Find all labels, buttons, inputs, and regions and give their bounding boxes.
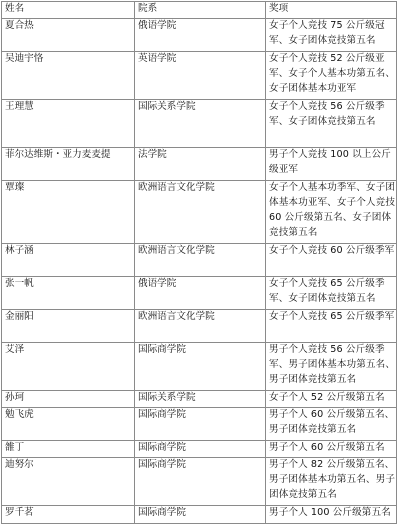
- cell-award: 女子个人竞技 56 公斤级季军、女子团体竞技第五名: [266, 100, 397, 148]
- cell-award: 男子个人竞技 100 以上公斤级亚军: [266, 148, 397, 181]
- cell-award: 女子个人竞技 75 公斤级冠军、女子团体竞技第五名: [266, 19, 397, 52]
- cell-dept: 国际商学院: [135, 408, 266, 441]
- table-row: [2, 148, 397, 181]
- table-row: [2, 277, 397, 310]
- table-row: [2, 100, 397, 148]
- cell-award: 男子个人 82 公斤级第五名、男子团体基本功第五名、男子团体竞技第五名: [266, 458, 397, 506]
- table-row: [2, 181, 397, 244]
- table-row: [2, 244, 397, 277]
- cell-name: 金丽阳: [2, 310, 135, 343]
- cell-name: 张一帆: [2, 277, 135, 310]
- cell-dept: 欧洲语言文化学院: [135, 181, 266, 244]
- awards-table: [1, 1, 397, 524]
- cell-name: 覃璨: [2, 181, 135, 244]
- cell-award: 女子个人 52 公斤级第五名: [266, 391, 397, 408]
- cell-dept: 国际关系学院: [135, 100, 266, 148]
- cell-dept: 欧洲语言文化学院: [135, 244, 266, 277]
- cell-dept: 俄语学院: [135, 19, 266, 52]
- cell-name: 雒丁: [2, 441, 135, 458]
- cell-award: 女子个人竞技 52 公斤级亚军、女子个人基本功第五名、女子团体基本功亚军: [266, 52, 397, 100]
- awards-table-body: [2, 2, 397, 524]
- cell-award: 女子个人竞技 60 公斤级季军: [266, 244, 397, 277]
- cell-award: 男子个人 100 公斤级第五名: [266, 506, 397, 524]
- cell-dept: 英语学院: [135, 52, 266, 100]
- table-row: [2, 391, 397, 408]
- cell-name: 夏合热: [2, 19, 135, 52]
- cell-award: 女子个人竞技 65 公斤级季军、女子团体竞技第五名: [266, 277, 397, 310]
- table-row: [2, 19, 397, 52]
- cell-dept: 欧洲语言文化学院: [135, 310, 266, 343]
- cell-award: 女子个人竞技 65 公斤级季军: [266, 310, 397, 343]
- cell-dept: 国际商学院: [135, 506, 266, 524]
- table-row: [2, 458, 397, 506]
- cell-dept: 法学院: [135, 148, 266, 181]
- cell-award: 女子个人基本功季军、女子团体基本功亚军、女子个人竞技 60 公斤级第五名、女子团体竞技第五名: [266, 181, 397, 244]
- table-row: [2, 408, 397, 441]
- table-row: [2, 52, 397, 100]
- cell-dept: 国际商学院: [135, 343, 266, 391]
- cell-name: 罗千茗: [2, 506, 135, 524]
- header-award: 奖项: [266, 2, 397, 19]
- cell-name: 勉飞虎: [2, 408, 135, 441]
- cell-name: 孙珂: [2, 391, 135, 408]
- cell-award: 男子个人 60 公斤级第五名: [266, 441, 397, 458]
- header-row: [2, 2, 397, 19]
- cell-name: 艾泽: [2, 343, 135, 391]
- cell-dept: 国际商学院: [135, 458, 266, 506]
- cell-award: 男子个人竞技 56 公斤级季军、男子团体基本功第五名、男子团体竞技第五名: [266, 343, 397, 391]
- cell-name: 菲尔达维斯・亚力麦麦提: [2, 148, 135, 181]
- cell-award: 男子个人 60 公斤级第五名、男子团体竞技第五名: [266, 408, 397, 441]
- cell-name: 迪努尔: [2, 458, 135, 506]
- cell-name: 林子涵: [2, 244, 135, 277]
- cell-dept: 国际商学院: [135, 441, 266, 458]
- cell-dept: 国际关系学院: [135, 391, 266, 408]
- header-name: 姓名: [2, 2, 135, 19]
- table-row: [2, 441, 397, 458]
- table-row: [2, 506, 397, 524]
- header-dept: 院系: [135, 2, 266, 19]
- cell-name: 王理慧: [2, 100, 135, 148]
- table-row: [2, 343, 397, 391]
- table-row: [2, 310, 397, 343]
- cell-name: 吴迪宇恪: [2, 52, 135, 100]
- cell-dept: 俄语学院: [135, 277, 266, 310]
